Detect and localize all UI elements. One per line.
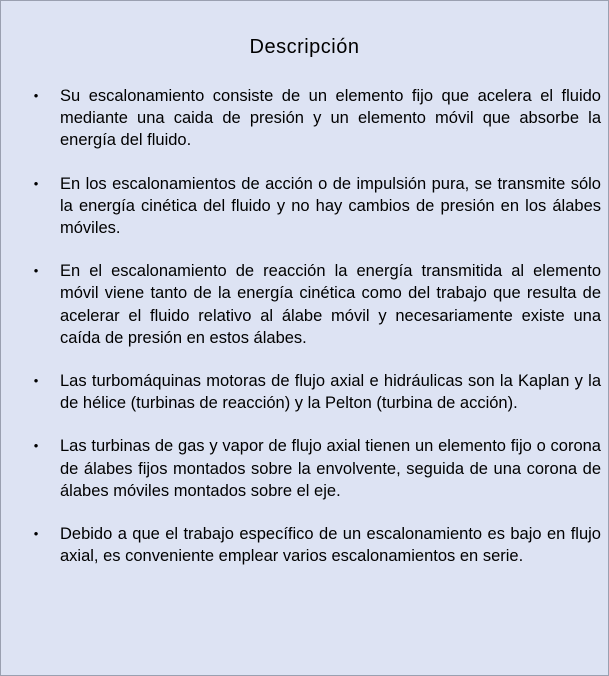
list-item (29, 85, 601, 152)
list-item (29, 435, 601, 502)
list-item (29, 370, 601, 414)
list-item-text: En el escalonamiento de reacción la energía transmitida al elemento móvil viene tanto de la energía cinética como del trabajo que resulta de acelerar el fluido relativo al álabe móvil y necesariamente existe una caída de presión en estos álabes. (60, 262, 601, 347)
list-item (29, 173, 601, 240)
list-item-text: Su escalonamiento consiste de un elemento fijo que acelera el fluido mediante una caida de presión y un elemento móvil que absorbe la energía del fluido. (60, 87, 601, 150)
list-item-text: Las turbinas de gas y vapor de flujo axial tienen un elemento fijo o corona de álabes fijos montados sobre la envolvente, seguida de una corona de álabes móviles montados sobre el eje. (60, 437, 601, 500)
bullet-icon: • (33, 263, 39, 279)
bullet-icon: • (33, 175, 39, 191)
bullet-icon: • (33, 88, 39, 103)
list-item-text: En los escalonamientos de acción o de impulsión pura, se transmite sólo la energía cinética del fluido y no hay cambios de presión en los álabes móviles. (60, 174, 601, 238)
bullet-icon: • (33, 373, 39, 389)
bullet-icon: • (33, 438, 39, 454)
list-item (29, 260, 601, 349)
bullet-icon: • (33, 526, 39, 542)
list-item (29, 523, 601, 567)
page-title: Descripción (249, 36, 360, 58)
list-item-text: Debido a que el trabajo específico de un escalonamiento es bajo en flujo axial, es conveniente emplear varios escalonamientos en serie. (60, 525, 601, 566)
list-item-text: Las turbomáquinas motoras de flujo axial e hidráulicas son la Kaplan y la de hélice (turbinas de reacción) y la Pelton (turbina de acción). (60, 372, 601, 413)
bullet-list (29, 85, 601, 567)
